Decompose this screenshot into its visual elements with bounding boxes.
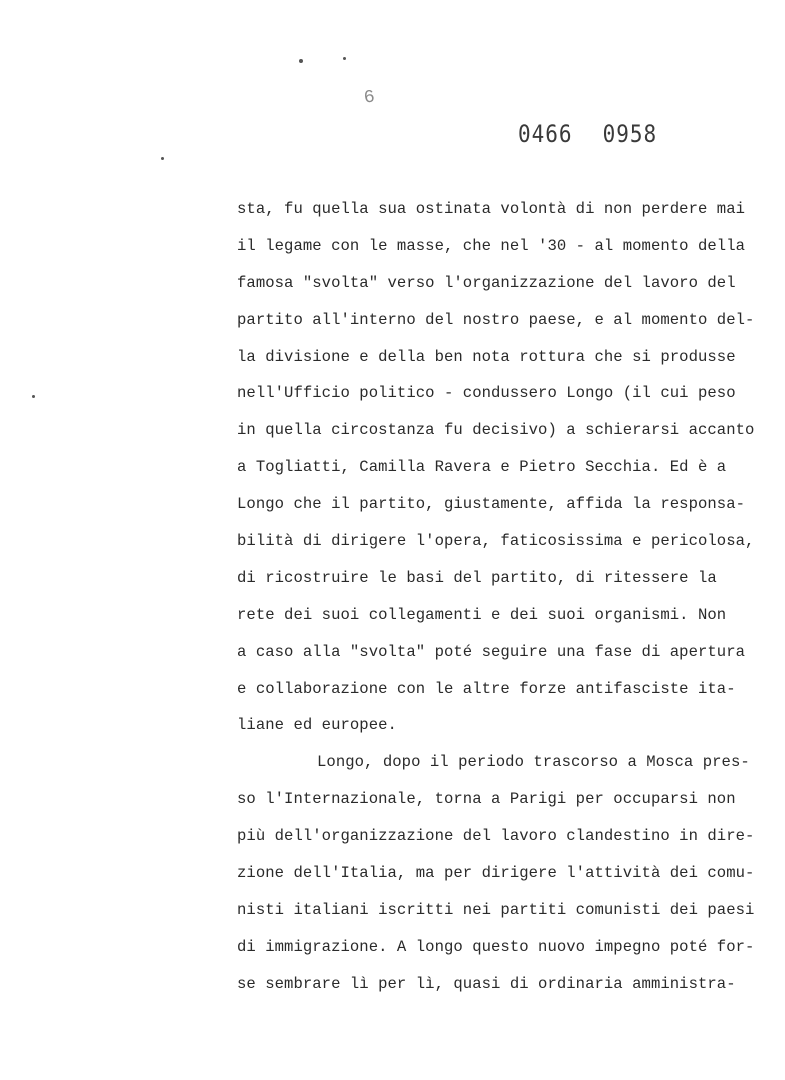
text-line: zione dell'Italia, ma per dirigere l'attività dei comu-	[237, 864, 755, 883]
text-line: più dell'organizzazione del lavoro clandestino in dire-	[237, 827, 755, 846]
text-line: partito all'interno del nostro paese, e al momento del-	[237, 310, 755, 329]
handwritten-page-mark: 6	[362, 87, 377, 109]
archive-stamp-number	[518, 120, 657, 148]
text-line: a caso alla "svolta" poté seguire una fase di apertura	[237, 642, 746, 661]
text-line: nisti italiani iscritti nei partiti comunisti dei paesi	[237, 900, 755, 919]
text-line: la divisione e della ben nota rottura che si produsse	[237, 347, 736, 366]
text-line: liane ed europee.	[237, 716, 397, 735]
text-line: rete dei suoi collegamenti e dei suoi organismi. Non	[237, 605, 727, 624]
archive-number-part-1: 0466	[518, 120, 573, 148]
typed-text-body	[237, 191, 757, 1003]
text-line: Longo che il partito, giustamente, affida la responsa-	[237, 495, 746, 514]
scan-speck	[299, 59, 303, 63]
text-line: se sembrare lì per lì, quasi di ordinaria amministra-	[237, 974, 736, 993]
scan-speck	[161, 157, 164, 160]
text-line: il legame con le masse, che nel '30 - al momento della	[237, 236, 746, 255]
text-line: a Togliatti, Camilla Ravera e Pietro Secchia. Ed è a	[237, 458, 727, 477]
text-line: bilità di dirigere l'opera, faticosissima e pericolosa,	[237, 532, 755, 551]
scan-speck	[32, 395, 35, 398]
text-line: di immigrazione. A longo questo nuovo impegno poté for-	[237, 937, 755, 956]
text-line: nell'Ufficio politico - condussero Longo (il cui peso	[237, 384, 736, 403]
text-line: e collaborazione con le altre forze antifasciste ita-	[237, 679, 736, 698]
text-line: famosa "svolta" verso l'organizzazione del lavoro del	[237, 273, 736, 292]
archive-number-part-2: 0958	[602, 120, 658, 148]
text-line: di ricostruire le basi del partito, di ritessere la	[237, 568, 717, 587]
text-line: so l'Internazionale, torna a Parigi per occuparsi non	[237, 790, 736, 809]
scan-speck	[343, 57, 346, 60]
text-line-paragraph-start: Longo, dopo il periodo trascorso a Mosca pres-	[317, 753, 750, 772]
text-line: in quella circostanza fu decisivo) a schierarsi accanto	[237, 421, 755, 440]
text-line: sta, fu quella sua ostinata volontà di non perdere mai	[237, 200, 746, 218]
